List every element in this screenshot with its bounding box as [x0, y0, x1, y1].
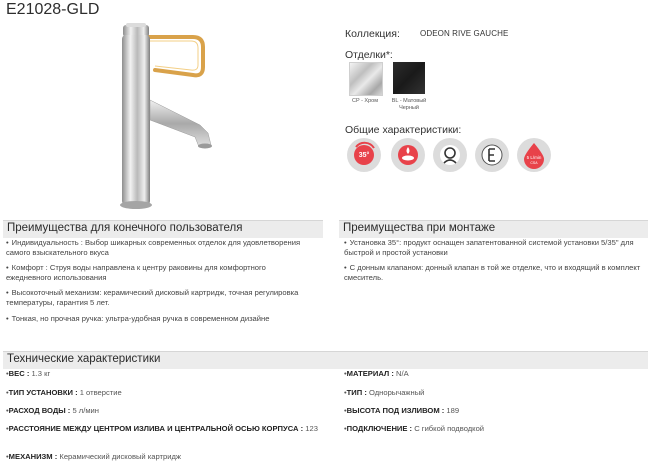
spec-spout-distance: • РАССТОЯНИЕ МЕЖДУ ЦЕНТРОМ ИЗЛИВА И ЦЕНТРАЛЬНОЙ ОСЬЮ КОРПУСА : 123 [6, 424, 326, 434]
list-item: • Установка 35°: продукт оснащен запатентованной системой установки 5/35" для быстрой и простой установки [344, 238, 644, 257]
faucet-image [95, 15, 235, 215]
flow-rate-sub: CSA [530, 161, 538, 165]
list-item: • Индивидуальность : Выбор шикарных современных отделок для удовлетворения самого взыскательного вкуса [6, 238, 306, 257]
spec-connection: • ПОДКЛЮЧЕНИЕ : С гибкой подводкой [344, 424, 644, 434]
spec-material: • МАТЕРИАЛ : N/A [344, 369, 644, 379]
user-benefits-header [3, 220, 323, 238]
spec-weight: • ВЕС : 1.3 кг [6, 369, 326, 379]
list-item: • Комфорт : Струя воды направлена к центру раковины для комфортного ежедневного использования [6, 263, 306, 282]
mount-benefits-title: Преимущества при монтаже [343, 222, 496, 234]
general-characteristics-label: Общие характеристики: [345, 124, 462, 136]
finish-swatch-matte-black[interactable] [393, 62, 425, 94]
mount-benefits-header [339, 220, 648, 238]
flow-rate-icon [517, 138, 551, 172]
aerator-icon [475, 138, 509, 172]
ceramic-cartridge-icon [433, 138, 467, 172]
drain-valve-icon [391, 138, 425, 172]
mount-benefits-list [344, 238, 644, 288]
spec-height-under-spout: • ВЫСОТА ПОД ИЗЛИВОМ : 189 [344, 406, 644, 416]
installation-35-text: 35° [358, 152, 370, 159]
list-item: • Высокоточный механизм: керамический дисковый картридж, точная регулировка температуры, гарантия 5 лет. [6, 288, 306, 307]
list-item: • С донным клапаном: донный клапан в той же отделке, что и входящий в комплект смеситель. [344, 263, 644, 282]
spec-mechanism: • МЕХАНИЗМ : Керамический дисковый картридж [6, 452, 326, 462]
finish-swatch-chrome[interactable] [349, 62, 383, 96]
finish-caption-matte-black: BL - Матовый Черный [391, 98, 427, 111]
list-item: • Тонкая, но прочная ручка: ультра-удобная ручка в современном дизайне [6, 314, 306, 324]
spec-flow-rate: • РАСХОД ВОДЫ : 5 л/мин [6, 406, 326, 416]
installation-35-icon [347, 138, 381, 172]
finish-caption-chrome: CP - Хром [352, 98, 378, 104]
user-benefits-title: Преимущества для конечного пользователя [7, 222, 243, 234]
collection-value: ODEON RIVE GAUCHE [420, 29, 509, 38]
flow-rate-text: 5 L/min [526, 155, 542, 160]
spec-install-type: • ТИП УСТАНОВКИ : 1 отверстие [6, 388, 326, 398]
tech-specs-header [3, 351, 648, 369]
finishes-label: Отделки*: [345, 49, 393, 61]
user-benefits-list [6, 238, 306, 329]
spec-type: • ТИП : Однорычажный [344, 388, 644, 398]
collection-label: Коллекция: [345, 28, 400, 40]
tech-specs-title: Технические характеристики [7, 353, 161, 365]
product-sku: E21028-GLD [6, 1, 100, 18]
